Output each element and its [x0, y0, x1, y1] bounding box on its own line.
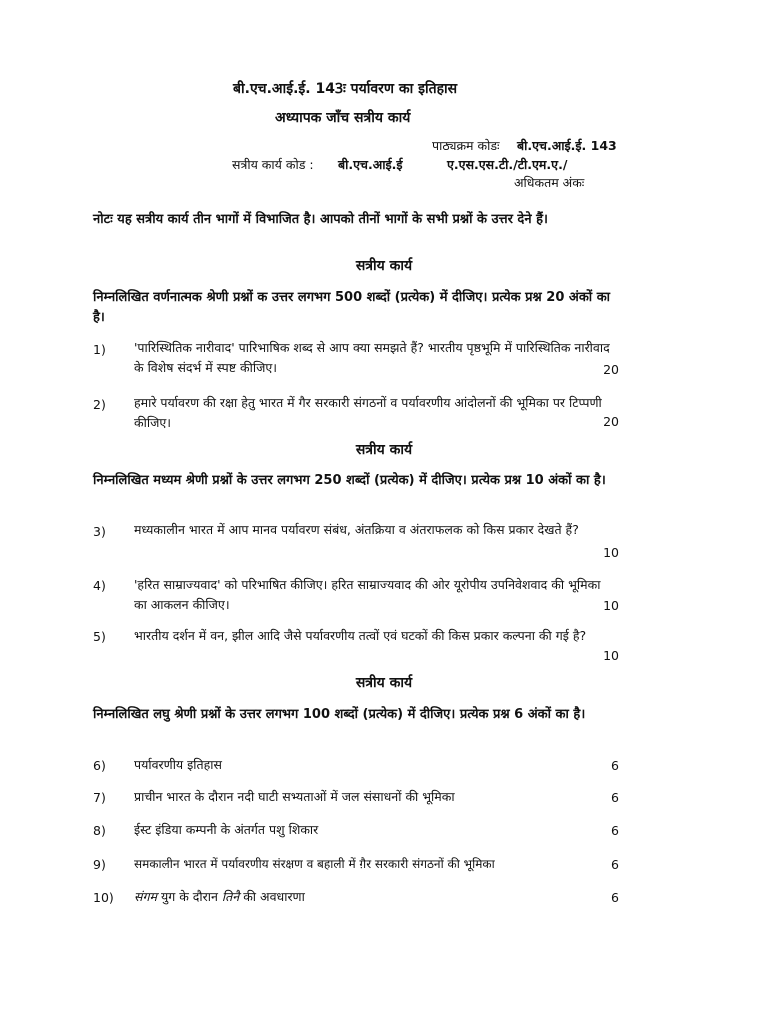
- max-marks-label: अधिकतम अंकः: [514, 175, 585, 190]
- question-text: हमारे पर्यावरण की रक्षा हेतु भारत में गैर सरकारी संगठनों व पर्यावरणीय आंदोलनों की भूमिका पर टिप्पणी कीजिए।: [134, 395, 602, 430]
- question-marks: 6: [611, 790, 619, 805]
- document-title: बी.एच.आई.ई. 143ः पर्यावरण का इतिहास: [233, 81, 458, 97]
- question-text: [134, 887, 614, 907]
- section-heading: सत्रीय कार्य: [355, 675, 413, 691]
- section-instruction: निम्नलिखित लघु श्रेणी प्रश्नों के उत्तर लगभग 100 शब्दों (प्रत्येक) में दीजिए। प्रत्येक प्रश्न 6 अंकों का है।: [93, 707, 586, 722]
- section-heading: सत्रीय कार्य: [355, 258, 413, 274]
- question-number: 2): [93, 397, 106, 412]
- course-code-label: पाठ्यक्रम कोडः: [432, 138, 500, 153]
- document-subtitle: अध्यापक जाँच सत्रीय कार्य: [275, 110, 411, 126]
- question-number: 1): [93, 342, 106, 357]
- question-number: 4): [93, 578, 106, 593]
- note-text: नोटः यह सत्रीय कार्य तीन भागों में विभाजित है। आपको तीनों भागों के सभी प्रश्नों के उत्तर देने हैं।: [93, 212, 548, 227]
- italic-term-tinai: तिनै: [221, 889, 240, 904]
- question-number: 5): [93, 629, 106, 644]
- question-text: समकालीन भारत में पर्यावरणीय संरक्षण व बहाली में ग़ैर सरकारी संगठनों की भूमिका: [134, 857, 495, 871]
- question-marks: 10: [603, 598, 619, 613]
- question-number: 7): [93, 790, 106, 805]
- question-number: 3): [93, 524, 106, 539]
- question-number: 10): [93, 890, 114, 905]
- question-marks: 20: [603, 414, 619, 429]
- question-text: मध्यकालीन भारत में आप मानव पर्यावरण संबंध, अंतक्रिया व अंतराफलक को किस प्रकार देखते हैं?: [134, 522, 579, 537]
- question-marks: 6: [611, 857, 619, 872]
- assignment-code-label: सत्रीय कार्य कोड :: [232, 157, 314, 172]
- question-marks: 6: [611, 823, 619, 838]
- question-marks: 10: [603, 648, 619, 663]
- section-instruction: निम्नलिखित मध्यम श्रेणी प्रश्नों के उत्तर लगभग 250 शब्दों (प्रत्येक) में दीजिए। प्रत्येक प्रश्न 10 अंकों का है।: [93, 473, 606, 488]
- assignment-code-value: बी.एच.आई.ई: [338, 157, 403, 172]
- question-marks: 10: [603, 545, 619, 560]
- question-marks: 6: [611, 758, 619, 773]
- question-text: प्राचीन भारत के दौरान नदी घाटी सभ्यताओं में जल संसाधनों की भूमिका: [134, 789, 455, 804]
- question-text-end: की अवधारणा: [239, 889, 305, 904]
- question-text: 'पारिस्थितिक नारीवाद' पारिभाषिक शब्द से आप क्या समझते हैं? भारतीय पृष्ठभूमि में पारिस्थितिक नारीवाद के विशेष संदर्भ में स्पष्ट कीजिए।: [134, 340, 610, 375]
- question-number: 9): [93, 857, 106, 872]
- question-text: भारतीय दर्शन में वन, झील आदि जैसे पर्यावरणीय तत्वों एवं घटकों की किस प्रकार कल्पना की गई है?: [134, 628, 587, 643]
- section-heading: सत्रीय कार्य: [355, 442, 413, 458]
- question-text: पर्यावरणीय इतिहास: [134, 757, 222, 772]
- question-number: 8): [93, 823, 106, 838]
- question-text-mid: युग के दौरान: [156, 889, 222, 904]
- question-marks: 6: [611, 890, 619, 905]
- question-marks: 20: [603, 362, 619, 377]
- course-code-value: बी.एच.आई.ई. 143: [517, 138, 617, 153]
- question-text: 'हरित साम्राज्यवाद' को परिभाषित कीजिए। हरित साम्राज्यवाद की ओर यूरोपीय उपनिवेशवाद की भूमिका का आकलन कीजिए।: [134, 577, 601, 612]
- question-number: 6): [93, 758, 106, 773]
- assignment-code-suffix: ए.एस.एस.टी./टी.एम.ए./: [447, 157, 568, 172]
- question-text: ईस्ट इंडिया कम्पनी के अंतर्गत पशु शिकार: [134, 822, 319, 837]
- italic-term-sangam: संगम: [134, 889, 157, 904]
- section-instruction: निम्नलिखित वर्णनात्मक श्रेणी प्रश्नों क उत्तर लगभग 500 शब्दों (प्रत्येक) में दीजिए। प्रत्येक प्रश्न 20 अंकों का है।: [93, 290, 611, 325]
